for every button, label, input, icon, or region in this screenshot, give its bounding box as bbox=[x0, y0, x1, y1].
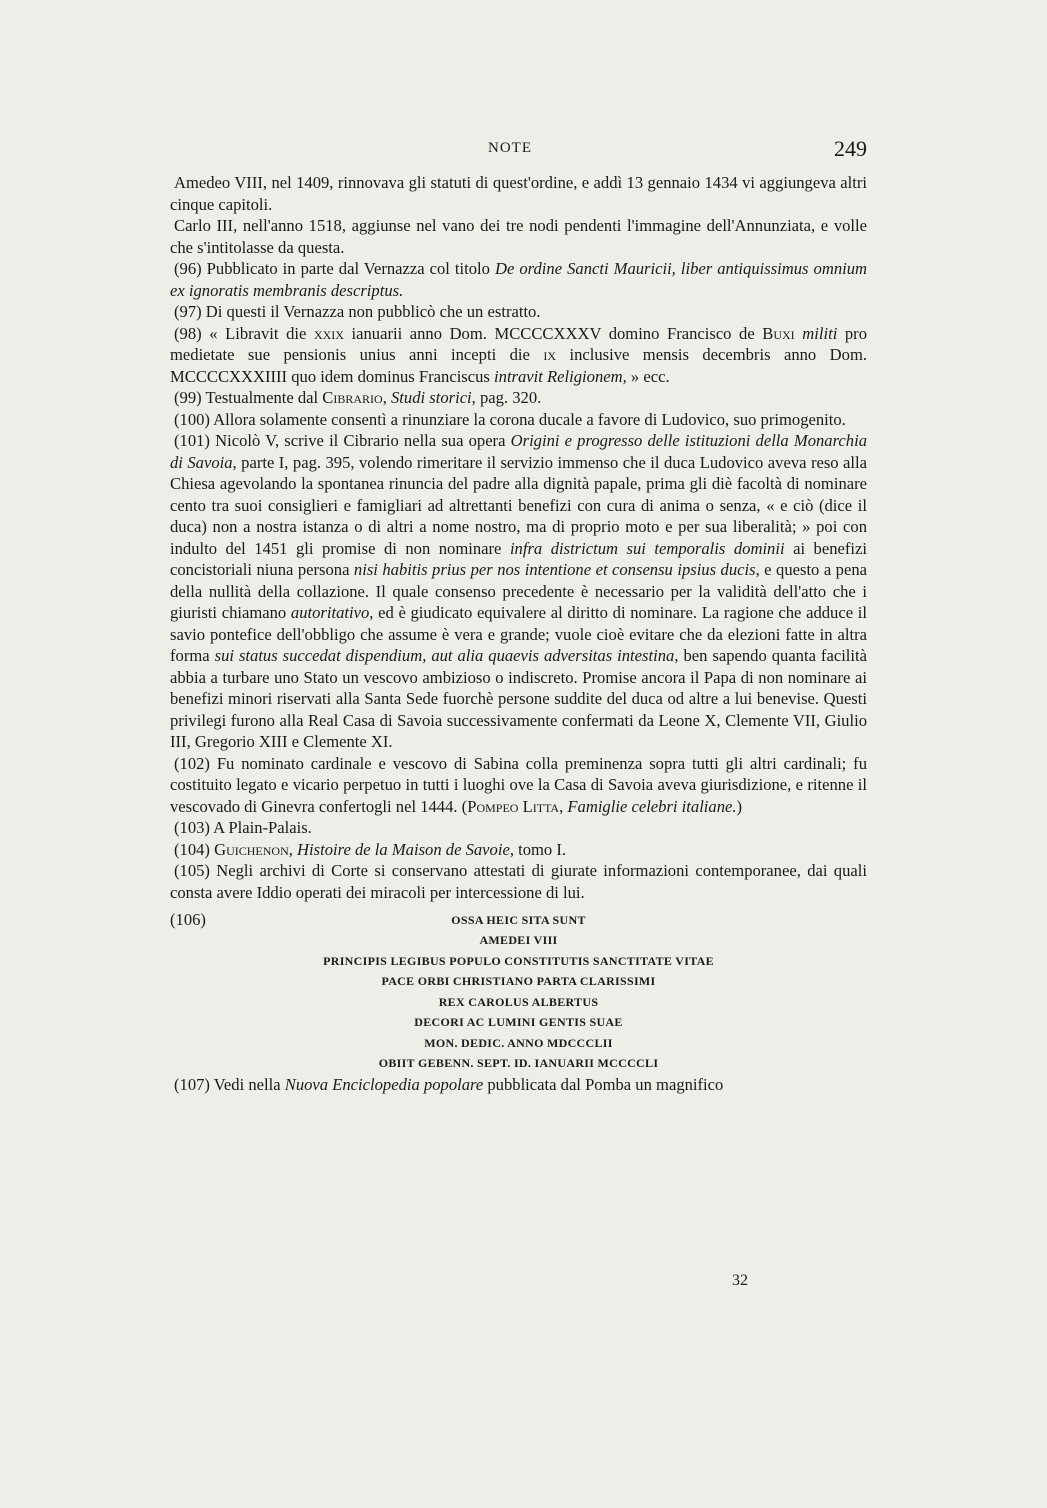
note-101: (101) Nicolò V, scrive il Cibrario nella sua opera Origini e progresso delle istituzioni della Monarchia di Savoia, parte I, pag. 395, volendo rimeritare il servizio immenso che il duca Ludovico aveva reso alla Chiesa agevolando la spontanea rinuncia del padre alla dignità papale, prima gli diè facoltà di nominare cento tra suoi consiglieri e famigliari ad altrettanti benefizi con cura di anima o senza, « e ciò (dice il duca) non a nostra istanza o di altri a nome nostro, ma di proprio moto e per sua liberalità; » poi con indulto del 1451 gli promise di non nominare infra districtum sui temporalis dominii ai benefizi concistoriali niuna persona nisi habitis prius per nos intentione et consensu ipsius ducis, e questo a pena della nullità della collazione. Il quale consenso precedente è necessario per la validità dell'atto che i giuristi chiamano autoritativo, ed è giudicato equivalere al diritto di nominare. La ragione che adduce il savio pontefice dell'obbligo che assume è vera e grande; vuole cioè evitare che da elezioni fatte in altra forma sui status succedat dispendium, aut alia quaevis adversitas intestina, ben sapendo quanta facilità abbia a turbare uno Stato un vescovo ambizioso o indiscreto. Promise ancora il Papa di non nominare ai benefizi minori riservati alla Santa Sede fuorchè persone suddite del duca od altre a lui benevise. Questi privilegi furono alla Real Casa di Savoia successivamente confermati da Leone X, Clemente VII, Giulio III, Gregorio XIII e Clemente XI. bbox=[170, 431, 868, 751]
inscription-line: DECORI AC LUMINI GENTIS SUAE bbox=[414, 1015, 623, 1029]
note-105: (105) Negli archivi di Corte si conservano attestati di giurate informazioni contemporanee, dai quali consta avere Iddio operati dei miracoli per intercessione di lui. bbox=[170, 861, 867, 902]
note-96: (96) Pubblicato in parte dal Vernazza col titolo De ordine Sancti Mauricii, liber antiquissimus omnium ex ignoratis membranis descriptus. bbox=[170, 259, 868, 300]
note-106-label: (106) bbox=[170, 910, 206, 929]
paragraph-carlo-iii: Carlo III, nell'anno 1518, aggiunse nel vano dei tre nodi pendenti l'immagine dell'Annunziata, e volle che s'intitolasse da questa. bbox=[170, 216, 867, 257]
signature-mark: 32 bbox=[732, 1272, 748, 1289]
note-103: (103) A Plain-Palais. bbox=[174, 818, 312, 837]
notes-body bbox=[170, 172, 867, 1095]
note-107: (107) Vedi nella Nuova Enciclopedia popolare pubblicata dal Pomba un magnifico bbox=[174, 1074, 724, 1094]
inscription-line: OBIIT GEBENN. SEPT. ID. IANUARII MCCCCLI bbox=[378, 1056, 659, 1070]
inscription-line: REX CAROLUS ALBERTUS bbox=[438, 994, 599, 1009]
page-number: 249 bbox=[834, 136, 867, 161]
note-98: (98) « Libravit die xxix ianuarii anno Dom. MCCCCXXXV domino Francisco de Buxi militi pro medietate sue pensionis unius anni incepti die ix inclusive mensis decembris anno Dom. MCCCCXXXIIII quo idem dominus Franciscus intravit Religionem, » ecc. bbox=[170, 323, 867, 386]
running-head bbox=[170, 136, 867, 166]
note-99: (99) Testualmente dal Cibrario, Studi storici, pag. 320. bbox=[174, 388, 542, 407]
note-104: (104) Guichenon, Histoire de la Maison de Savoie, tomo I. bbox=[174, 839, 567, 859]
running-head-title: NOTE bbox=[488, 140, 532, 156]
inscription-line: PRINCIPIS LEGIBUS POPULO CONSTITUTIS SANCTITATE VITAE bbox=[323, 953, 714, 968]
epigraph-inscription bbox=[170, 910, 867, 1074]
inscription-line: PACE ORBI CHRISTIANO PARTA CLARISSIMI bbox=[381, 974, 656, 988]
inscription-line: AMEDEI VIII bbox=[479, 933, 558, 947]
inscription-line: OSSA HEIC SITA SUNT bbox=[451, 912, 586, 927]
note-100: (100) Allora solamente consentì a rinunziare la corona ducale a favore di Ludovico, suo primogenito. bbox=[174, 409, 846, 429]
inscription-line: MON. DEDIC. ANNO MDCCCLII bbox=[424, 1035, 613, 1050]
note-102: (102) Fu nominato cardinale e vescovo di Sabina colla preminenza sopra tutti gli altri cardinali; fu costituito legato e vicario perpetuo in tutti i luoghi ove la Casa di Savoia aveva giurisdizione, e ritenne il vescovado di Ginevra confertogli nel 1444. (Pompeo Litta, Famiglie celebri italiane.) bbox=[170, 753, 867, 816]
paragraph-ordine: Amedeo VIII, nel 1409, rinnovava gli statuti di quest'ordine, e addì 13 gennaio 1434 vi aggiungeva altri cinque capitoli. bbox=[170, 173, 867, 214]
note-97: (97) Di questi il Vernazza non pubblicò che un estratto. bbox=[174, 302, 541, 321]
